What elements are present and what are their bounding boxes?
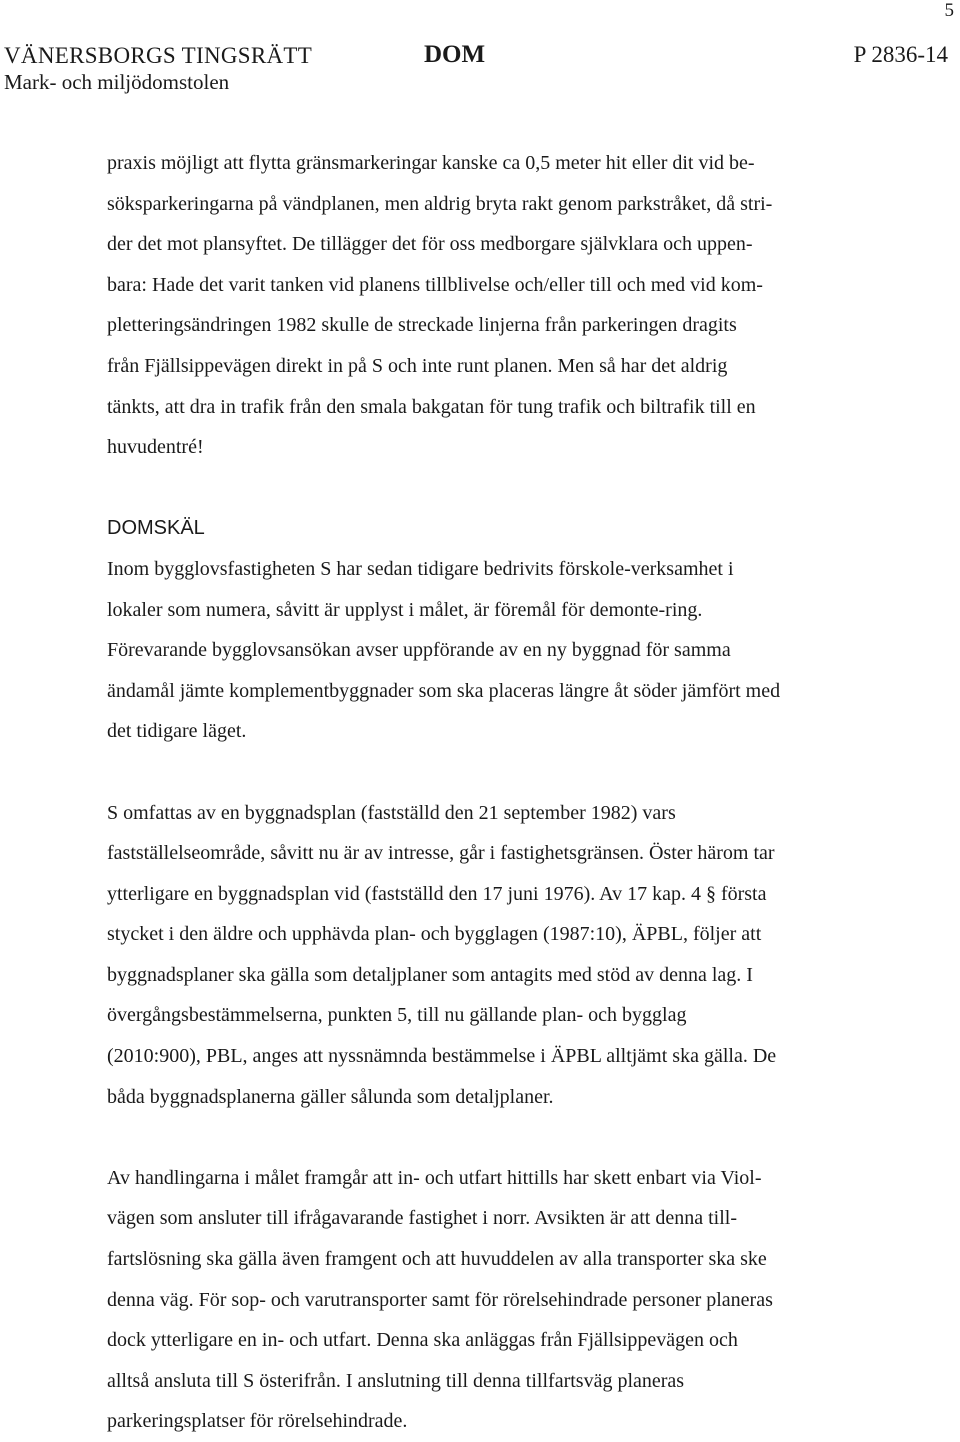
document-type: DOM bbox=[424, 41, 486, 68]
document-body bbox=[107, 143, 897, 1442]
body-paragraph: S omfattas av en byggnadsplan (fastställd den 21 september 1982) vars fastställelseområde, såvitt nu är av intresse, går i fastighetsgränsen. Öster härom tar ytterligare en byggnadsplan vid (fastställd den 17 juni 1976). Av 17 kap. 4 § första stycket i den äldre och upphävda plan- och bygglagen (1987:10), ÄPBL, följer att byggnadsplaner ska gälla som detaljplaner som antagits med stöd av denna lag. I övergångsbestämmelserna, punkten 5, till nu gällande plan- och bygglag (2010:900), PBL, anges att nyssnämnda bestämmelse i ÄPBL alltjämt ska gälla. De båda byggnadsplanerna gäller sålunda som detaljplaner. bbox=[107, 801, 777, 1108]
case-number: P 2836-14 bbox=[853, 42, 948, 67]
court-division: Mark- och miljödomstolen bbox=[4, 70, 230, 94]
intro-paragraph: praxis möjligt att flytta gränsmarkeringar kanske ca 0,5 meter hit eller dit vid be- söksparkeringarna på vändplanen, men aldrig bryta rakt genom parkstråket, då stri- der det mot plansyftet. De tillägger det för oss medborgare självklara och uppen- bara: Hade det varit tanken vid planens tillblivelse och/eller till och med vid kom- pletteringsändringen 1982 skulle de streckade linjerna från parkeringen dragits från Fjällsippevägen direkt in på S och inte runt planen. Men så har det aldrig tänkts, att dra in trafik från den smala bakgatan för tung trafik och biltrafik till en huvudentré! bbox=[107, 152, 773, 459]
section-heading: DOMSKÄL bbox=[107, 517, 205, 540]
body-paragraph: Inom bygglovsfastigheten S har sedan tidigare bedrivits förskole-verksamhet i lokaler som numera, såvitt är upplyst i målet, är föremål för demonte-ring. Förevarande bygglovsansökan avser uppförande av en ny byggnad för samma ändamål jämte komplementbyggnader som ska placeras längre åt söder jämfört med det tidigare läget. bbox=[107, 557, 781, 743]
body-paragraph: Av handlingarna i målet framgår att in- och utfart hittills har skett enbart via Viol- vägen som ansluter till ifrågavarande fastighet i norr. Avsikten är att denna till- fartslösning ska gälla även framgent och att huvuddelen av alla transporter ska ske denna väg. För sop- och varutransporter samt för rörelsehindrade personer planeras dock ytterligare en in- och utfart. Denna ska anläggas från Fjällsippevägen och alltså ansluta till S österifrån. I anslutning till denna tillfartsväg planeras parkeringsplatser för rörelsehindrade. bbox=[107, 1166, 773, 1433]
document-header-left bbox=[4, 42, 312, 96]
page-number: 5 bbox=[944, 0, 954, 21]
court-name: VÄNERSBORGS TINGSRÄTT bbox=[4, 43, 313, 68]
